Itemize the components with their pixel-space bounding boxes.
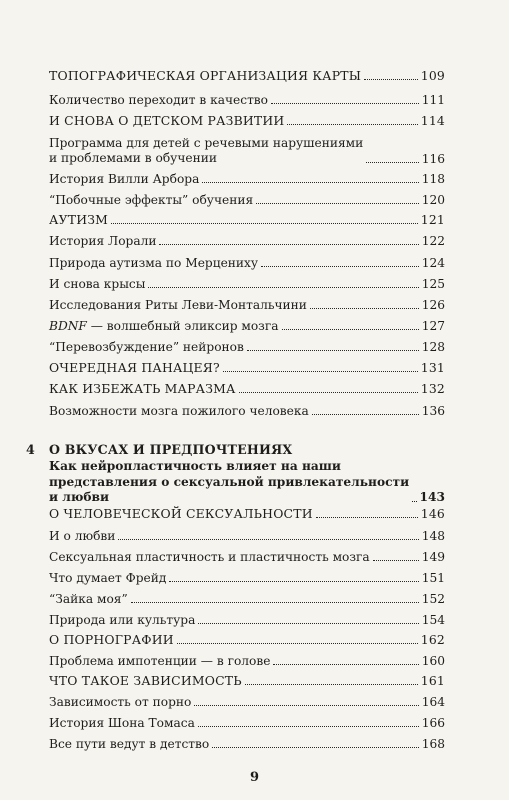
dot-leader xyxy=(271,103,419,104)
toc-entry xyxy=(49,69,445,83)
toc-entry xyxy=(49,550,445,564)
dot-leader xyxy=(245,684,418,685)
dot-leader xyxy=(412,501,416,502)
chapter-page: 143 xyxy=(419,490,445,504)
toc-entry-title: История Вилли Арбора xyxy=(49,172,200,186)
toc-entry xyxy=(49,93,445,107)
toc-entry-title-line2: и проблемами в обучении xyxy=(49,151,217,165)
toc-entry-page: 122 xyxy=(421,234,445,248)
toc-entry-title: История Лорали xyxy=(49,234,157,248)
toc-entry-title: Возможности мозга пожилого человека xyxy=(49,404,309,418)
dot-leader xyxy=(273,664,418,665)
dot-leader xyxy=(366,162,418,163)
toc-entry xyxy=(49,277,445,291)
toc-entry xyxy=(49,507,445,521)
chapter-subtitle-line3: и любви xyxy=(49,490,110,504)
toc-entry-page: 166 xyxy=(421,716,445,730)
dot-leader xyxy=(312,414,419,415)
toc-entry-page: 118 xyxy=(421,172,445,186)
toc-entry-page: 114 xyxy=(420,113,445,128)
dot-leader xyxy=(111,223,418,224)
dot-leader xyxy=(118,539,418,540)
toc-entry-title-rest: — волшебный эликсир мозга xyxy=(86,319,279,333)
toc-entry-page: 121 xyxy=(420,212,445,227)
toc-entry-title: “Перевозбуждение” нейронов xyxy=(49,340,244,354)
toc-entry-title: И СНОВА О ДЕТСКОМ РАЗВИТИИ xyxy=(49,113,285,128)
toc-entry-title: И снова крысы xyxy=(49,277,146,291)
dot-leader xyxy=(316,517,418,518)
toc-entry-page: 168 xyxy=(421,737,445,751)
toc-entry xyxy=(49,382,445,396)
chapter-subtitle-text xyxy=(49,459,409,506)
toc-entry-title: “Побочные эффекты” обучения xyxy=(49,193,254,207)
dot-leader xyxy=(310,308,419,309)
dot-leader xyxy=(131,602,419,603)
toc-entry-title: Проблема импотенции — в голове xyxy=(49,654,271,668)
dot-leader xyxy=(364,79,418,80)
toc-entry-title: Исследования Риты Леви-Монтальчини xyxy=(49,298,307,312)
dot-leader xyxy=(194,705,418,706)
dot-leader xyxy=(287,124,417,125)
toc-entry xyxy=(49,695,445,709)
toc-entry xyxy=(49,256,445,270)
toc-entry-page: 164 xyxy=(421,695,445,709)
toc-entry xyxy=(49,737,445,751)
dot-leader xyxy=(239,392,418,393)
dot-leader xyxy=(247,350,419,351)
toc-entry xyxy=(49,674,445,688)
toc-entry-page: 154 xyxy=(421,613,445,627)
toc-entry-title: Сексуальная пластичность и пластичность мозга xyxy=(49,550,370,564)
toc-entry xyxy=(49,136,445,166)
toc-entry-page: 128 xyxy=(421,340,445,354)
toc-entry xyxy=(49,340,445,354)
toc-entry-title: История Шона Томаса xyxy=(49,716,195,730)
dot-leader xyxy=(198,726,419,727)
toc-entry-title: ТОПОГРАФИЧЕСКАЯ ОРГАНИЗАЦИЯ КАРТЫ xyxy=(49,68,362,83)
toc-entry-page: 148 xyxy=(421,529,445,543)
toc-entry-page: 132 xyxy=(420,381,445,396)
toc-entry-page: 111 xyxy=(421,93,445,107)
toc-entry-title: ЧТО ТАКОЕ ЗАВИСИМОСТЬ xyxy=(49,673,242,688)
dot-leader xyxy=(212,747,419,748)
toc-entry-title: ОЧЕРЕДНАЯ ПАНАЦЕЯ? xyxy=(49,360,220,375)
toc-entry xyxy=(49,213,445,227)
dot-leader xyxy=(261,266,419,267)
dot-leader xyxy=(256,203,419,204)
toc-entry xyxy=(49,592,445,606)
chapter-subtitle-line1: Как нейропластичность влияет на наши xyxy=(49,459,341,473)
page-number: 9 xyxy=(249,770,260,785)
toc-entry-page: 162 xyxy=(420,632,445,647)
dot-leader xyxy=(169,581,418,582)
toc-entry-page: 116 xyxy=(421,152,445,166)
toc-entry-page: 161 xyxy=(420,673,445,688)
toc-entry-page: 146 xyxy=(420,506,445,521)
toc-entry xyxy=(49,633,445,647)
dot-leader xyxy=(177,643,418,644)
toc-entry-page: 126 xyxy=(421,298,445,312)
toc-entry-title: О ЧЕЛОВЕЧЕСКОЙ СЕКСУАЛЬНОСТИ xyxy=(49,506,313,521)
toc-entry xyxy=(49,114,445,128)
toc-entry-page: 136 xyxy=(421,404,445,418)
toc-entry-title: Природа или культура xyxy=(49,613,196,627)
toc-entry-page: 131 xyxy=(420,360,445,375)
toc-entry-page: 160 xyxy=(421,654,445,668)
toc-entry-title xyxy=(49,136,363,166)
toc-entry-title: АУТИЗМ xyxy=(49,212,109,227)
toc-entry xyxy=(49,298,445,312)
dot-leader xyxy=(282,329,419,330)
chapter-number: 4 xyxy=(26,442,35,457)
toc-entry xyxy=(49,529,445,543)
chapter-subtitle-line2: представления о сексуальной привлекательности xyxy=(49,474,410,489)
toc-entry xyxy=(49,361,445,375)
toc-entry xyxy=(49,571,445,585)
chapter-subtitle xyxy=(49,459,445,506)
toc-entry-page: 152 xyxy=(421,592,445,606)
toc-entry-title-italic: BDNF xyxy=(49,319,87,333)
toc-entry-title: Зависимость от порно xyxy=(49,695,192,709)
dot-leader xyxy=(159,244,418,245)
toc-entry-title: КАК ИЗБЕЖАТЬ МАРАЗМА xyxy=(49,381,236,396)
chapter-title: О ВКУСАХ И ПРЕДПОЧТЕНИЯХ xyxy=(49,442,293,457)
dot-leader xyxy=(148,287,418,288)
toc-entry-page: 127 xyxy=(421,319,445,333)
toc-entry-title xyxy=(49,319,279,333)
toc-entry-title: Что думает Фрейд xyxy=(49,571,167,585)
toc-entry xyxy=(49,716,445,730)
toc-entry xyxy=(49,319,445,333)
dot-leader xyxy=(198,623,418,624)
toc-entry xyxy=(49,613,445,627)
toc-entry-title: Количество переходит в качество xyxy=(49,93,269,107)
toc-entry-title: Природа аутизма по Мерцениху xyxy=(49,256,259,270)
toc-entry-title: И о любви xyxy=(49,529,116,543)
toc-entry-page: 109 xyxy=(420,68,445,83)
dot-leader xyxy=(202,182,418,183)
toc-entry-title: Все пути ведут в детство xyxy=(49,737,210,751)
toc-entry-title: О ПОРНОГРАФИИ xyxy=(49,632,174,647)
toc-entry xyxy=(49,404,445,418)
dot-leader xyxy=(223,371,418,372)
toc-entry-page: 151 xyxy=(421,571,445,585)
toc-entry xyxy=(49,234,445,248)
toc-entry xyxy=(49,654,445,668)
toc-entry-page: 120 xyxy=(421,193,445,207)
toc-entry-page: 124 xyxy=(421,256,445,270)
toc-entry xyxy=(49,172,445,186)
toc-entry-title-line1: Программа для детей с речевыми нарушениями xyxy=(49,136,364,150)
toc-entry-page: 149 xyxy=(421,550,445,564)
toc-entry-title: “Зайка моя” xyxy=(49,592,128,606)
dot-leader xyxy=(373,560,419,561)
toc-entry-page: 125 xyxy=(421,277,445,291)
toc-entry xyxy=(49,193,445,207)
